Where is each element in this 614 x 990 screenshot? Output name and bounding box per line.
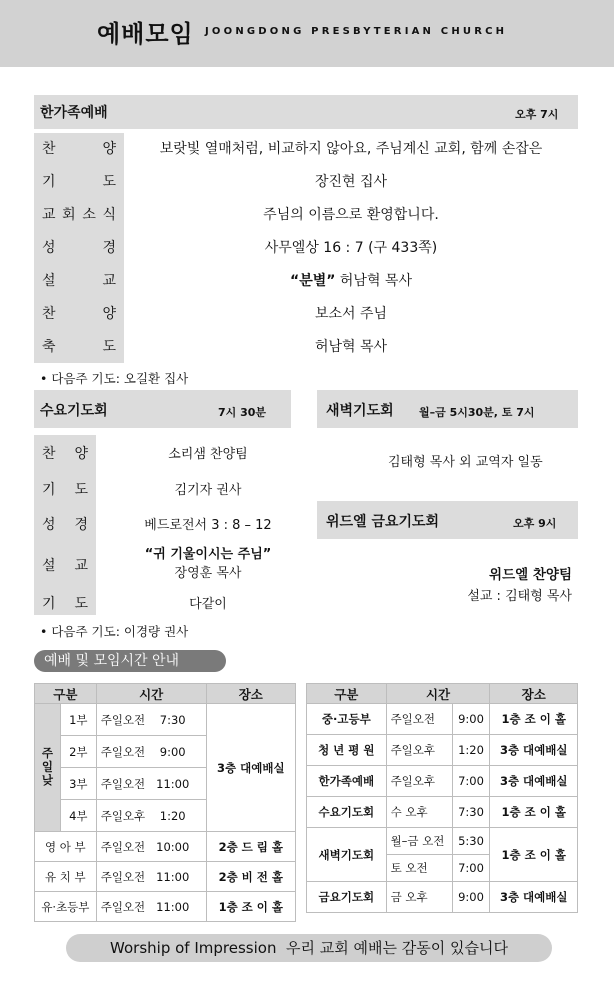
- meeting-place: 3층 대예배실: [490, 766, 578, 797]
- footer-banner: [66, 934, 552, 962]
- dawn-time: 월–금 5시30분, 토 7시: [419, 406, 535, 419]
- header-category: 구분: [307, 684, 387, 704]
- dawn-meeting-name: 새벽기도회: [307, 828, 387, 882]
- family-worship-row-value: 허남혁 목사: [314, 339, 388, 355]
- schedule-table-left: [34, 683, 296, 922]
- dawn-meeting-place: 1층 조 이 홀: [490, 828, 578, 882]
- family-worship-row-label: 축 도: [42, 339, 116, 355]
- wednesday-row-value: “귀 기울이시는 주님” 장영훈 목사: [144, 547, 272, 581]
- meeting-day: 수 오후: [386, 797, 452, 828]
- dept-place: 2층 비 전 홀: [206, 862, 295, 892]
- meeting-name: 중·고등부: [307, 704, 387, 735]
- sunday-time: 주일오후 1:20: [96, 800, 206, 832]
- page-title: 예배모임: [97, 20, 194, 48]
- sunday-time: 주일오전 11:00: [96, 768, 206, 800]
- wednesday-row-value: 베드로전서 3 : 8 – 12: [144, 518, 272, 533]
- family-worship-bar: [34, 95, 578, 129]
- meeting-day: 주일오후: [386, 766, 452, 797]
- footer-korean: 우리 교회 예배는 감동이 있습니다: [286, 939, 508, 957]
- meeting-day: 주일오후: [386, 735, 452, 766]
- footer-english: Worship of Impression: [110, 939, 277, 957]
- meeting-place: 1층 조 이 홀: [490, 797, 578, 828]
- family-worship-title: 한가족예배: [40, 105, 108, 121]
- meeting-time: 7:30: [452, 797, 490, 828]
- sunday-part: 1부: [60, 704, 96, 736]
- meeting-time: 1:20: [452, 735, 490, 766]
- sunday-part: 3부: [60, 768, 96, 800]
- dept-time: 주일오전 10:00: [96, 832, 206, 862]
- dept-place: 1층 조 이 홀: [206, 892, 295, 922]
- family-worship-row-label: 설 교: [42, 273, 116, 289]
- sunday-label: 주일낮: [35, 704, 61, 832]
- dept-name: 유·초등부: [35, 892, 97, 922]
- schedule-table-right: [306, 683, 578, 913]
- dawn-meeting-day: 토 오전: [386, 855, 452, 882]
- meeting-time: 7:00: [452, 766, 490, 797]
- friday-meeting-time: 9:00: [452, 882, 490, 913]
- dawn-title: 새벽기도회: [326, 403, 394, 419]
- friday-title: 위드엘 금요기도회: [326, 514, 440, 530]
- wednesday-row-label: 성 경: [42, 517, 88, 533]
- family-worship-time: 오후 7시: [515, 108, 559, 121]
- dept-time: 주일오전 11:00: [96, 862, 206, 892]
- sunday-place: 3층 대예배실: [206, 704, 295, 832]
- header-time: 시간: [96, 684, 206, 704]
- family-worship-row-label: 찬 양: [42, 306, 116, 322]
- friday-meeting-place: 3층 대예배실: [490, 882, 578, 913]
- friday-meeting-day: 금 오후: [386, 882, 452, 913]
- meeting-name: 한가족예배: [307, 766, 387, 797]
- wednesday-row-label: 설 교: [42, 558, 88, 574]
- family-worship-row-label: 교 회 소 식: [42, 207, 116, 223]
- header-place: 장소: [490, 684, 578, 704]
- header-time: 시간: [386, 684, 490, 704]
- family-worship-row-value: 사무엘상 16 : 7 (구 433쪽): [264, 240, 438, 256]
- family-worship-row-label: 성 경: [42, 240, 116, 256]
- family-worship-note: • 다음주 기도: 오길환 집사: [40, 371, 189, 386]
- header-place: 장소: [206, 684, 295, 704]
- wednesday-time: 7시 30분: [218, 406, 267, 419]
- family-worship-row-value: 보소서 주님: [314, 306, 388, 322]
- dept-time: 주일오전 11:00: [96, 892, 206, 922]
- dawn-meeting-time: 7:00: [452, 855, 490, 882]
- sunday-time: 주일오전 7:30: [96, 704, 206, 736]
- schedule-title: 예배 및 모임시간 안내: [34, 650, 226, 672]
- family-worship-row-value: “분별” 허남혁 목사: [290, 273, 412, 289]
- dawn-text: 김태형 목사 외 교역자 일동: [388, 455, 543, 470]
- friday-team: 위드엘 찬양팀: [489, 567, 572, 583]
- header-category: 구분: [35, 684, 97, 704]
- family-worship-row-value: 장진현 집사: [314, 174, 388, 190]
- family-worship-row-value: 주님의 이름으로 환영합니다.: [263, 207, 439, 223]
- wednesday-note: • 다음주 기도: 이경량 권사: [40, 624, 189, 639]
- friday-time: 오후 9시: [513, 517, 557, 530]
- meeting-day: 주일오전: [386, 704, 452, 735]
- family-worship-row-label: 찬 양: [42, 141, 116, 157]
- family-worship-row-value: 보랏빛 열매처럼, 비교하지 않아요, 주님계신 교회, 함께 손잡은: [159, 141, 543, 157]
- wednesday-row-label: 기 도: [42, 596, 88, 612]
- church-name: JOONGDONG PRESBYTERIAN CHURCH: [205, 26, 508, 37]
- dawn-meeting-time: 5:30: [452, 828, 490, 855]
- wednesday-row-value: 소리샘 찬양팀: [168, 447, 248, 462]
- meeting-place: 3층 대예배실: [490, 735, 578, 766]
- sunday-part: 4부: [60, 800, 96, 832]
- friday-preacher: 설교 : 김태형 목사: [467, 589, 572, 604]
- dept-name: 영 아 부: [35, 832, 97, 862]
- wednesday-row-label: 기 도: [42, 482, 88, 498]
- meeting-time: 9:00: [452, 704, 490, 735]
- meeting-name: 수요기도회: [307, 797, 387, 828]
- sunday-time: 주일오전 9:00: [96, 736, 206, 768]
- dept-name: 유 치 부: [35, 862, 97, 892]
- wednesday-row-value: 다같이: [189, 597, 227, 612]
- wednesday-row-label: 찬 양: [42, 446, 88, 462]
- wednesday-title: 수요기도회: [40, 403, 108, 419]
- sunday-part: 2부: [60, 736, 96, 768]
- family-worship-row-label: 기 도: [42, 174, 116, 190]
- meeting-place: 1층 조 이 홀: [490, 704, 578, 735]
- dept-place: 2층 드 림 홀: [206, 832, 295, 862]
- wednesday-row-value: 김기자 권사: [174, 483, 242, 498]
- friday-meeting-name: 금요기도회: [307, 882, 387, 913]
- dawn-meeting-day: 월–금 오전: [386, 828, 452, 855]
- meeting-name: 청 년 평 원: [307, 735, 387, 766]
